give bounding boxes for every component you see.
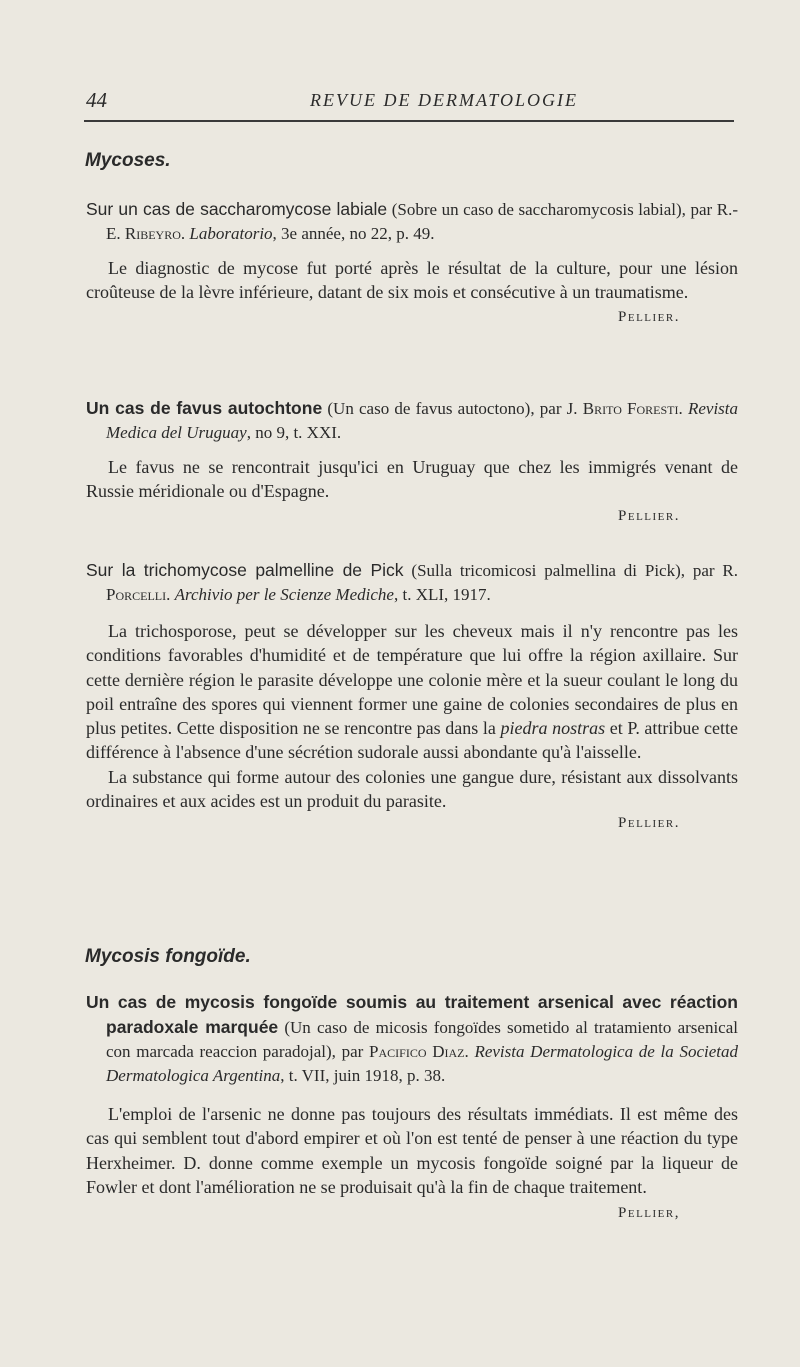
page-number: 44: [86, 88, 107, 112]
journal: Revista Dermatologica de la Societad Dermatologica Argentina: [106, 1042, 739, 1085]
article-entry: [86, 990, 738, 1222]
signature: Pellier.: [618, 308, 680, 325]
author: Pacifico Diaz: [369, 1042, 465, 1061]
abstract-text: Le favus ne se rencontrait jusqu'ici en Uruguay que chez les immigrés venant de Russie méridionale ou d'Espagne.: [86, 457, 738, 502]
author: Ribeyro: [124, 224, 181, 243]
running-title: REVUE DE DERMATOLOGIE: [310, 90, 578, 110]
signature: Pellier.: [618, 507, 680, 524]
article-entry: [86, 197, 738, 326]
abstract-text: Le diagnostic de mycose fut porté après le résultat de la culture, pour une lésion croûteuse de la lèvre inférieure, datant de six mois et consécutive à un traumatisme.: [86, 258, 738, 303]
journal: Revista Medica del Uruguay: [106, 399, 739, 442]
signature: Pellier,: [618, 1205, 680, 1222]
citation: Sur un cas de saccharomycose labiale (Sobre un caso de saccharomycosis labial), par R.-E. Ribeyro. Laboratorio, 3e année, no 22, p. 49.: [86, 199, 738, 243]
article-entry: [86, 558, 738, 832]
section-title-mycosis-fongoide: Mycosis fongoïde.: [85, 946, 251, 967]
signature: Pellier.: [618, 815, 680, 832]
article-title: Un cas de favus autochtone: [86, 398, 323, 418]
author: Brito Foresti: [582, 399, 679, 418]
abstract-text: La substance qui forme autour des colonies une gangue dure, résistant aux dissolvants ordinaires et aux acides est un produit du parasite.: [86, 766, 738, 812]
article-title: Sur un cas de saccharomycose labiale: [86, 199, 388, 219]
section-title-mycoses: Mycoses.: [85, 150, 171, 171]
citation: Un cas de favus autochtone (Un caso de favus autoctono), par J. Brito Foresti. Revista Medica del Uruguay, no 9, t. XXI.: [86, 398, 739, 442]
journal: Laboratorio: [189, 224, 273, 243]
journal: Archivio per le Scienze Mediche: [174, 585, 394, 604]
abstract-text: L'emploi de l'arsenic ne donne pas toujours des résultats immédiats. Il est même des cas qui semblent tout d'abord empirer et où l'on est tenté de penser à une réaction du type Herxheimer. D. donne comme exemple un mycosis fongoïde soigné par la liqueur de Fowler et dont l'amélioration ne se produisait qu'à la fin de chaque traitement.: [86, 1104, 738, 1197]
italic-term: piedra nostras: [500, 718, 606, 739]
citation: Sur la trichomycose palmelline de Pick (Sulla tricomicosi palmellina di Pick), par R. Porcelli. Archivio per le Scienze Mediche, t. XLI, 1917.: [86, 560, 738, 604]
author: Porcelli: [106, 585, 167, 604]
article-entry: [86, 396, 738, 525]
header-rule: [84, 120, 734, 122]
page-header: [84, 84, 734, 118]
citation: Un cas de mycosis fongoïde soumis au traitement arsenical avec réaction paradoxale marquée (Un caso de micosis fongoïdes sometido al tratamiento arsenical con marcada reaccion paradojal), par Pacifico Diaz. Revista Dermatologica de la Societad Dermatologica Argentina, t. VII, juin 1918, p. 38.: [86, 992, 739, 1085]
article-title: Un cas de mycosis fongoïde soumis au traitement arsenical avec réaction paradoxale marquée: [86, 992, 738, 1037]
article-title: Sur la trichomycose palmelline de Pick: [86, 560, 404, 580]
abstract-text: La trichosporose, peut se développer sur les cheveux mais il n'y rencontre pas les conditions favorables d'humidité et de température que lui offre la région axillaire. Sur cette dernière région le parasite développe une colonie mère et la sueur coulant le long du poil entraîne des spores qui viennent former une gaine de colonies secondaires de plus en plus petites. Cette disposition ne se rencontre pas dans la piedra nostras et P. attribue cette différence à l'absence d'une sécrétion sudorale aussi abondante qu'à l'aisselle.: [86, 621, 738, 763]
